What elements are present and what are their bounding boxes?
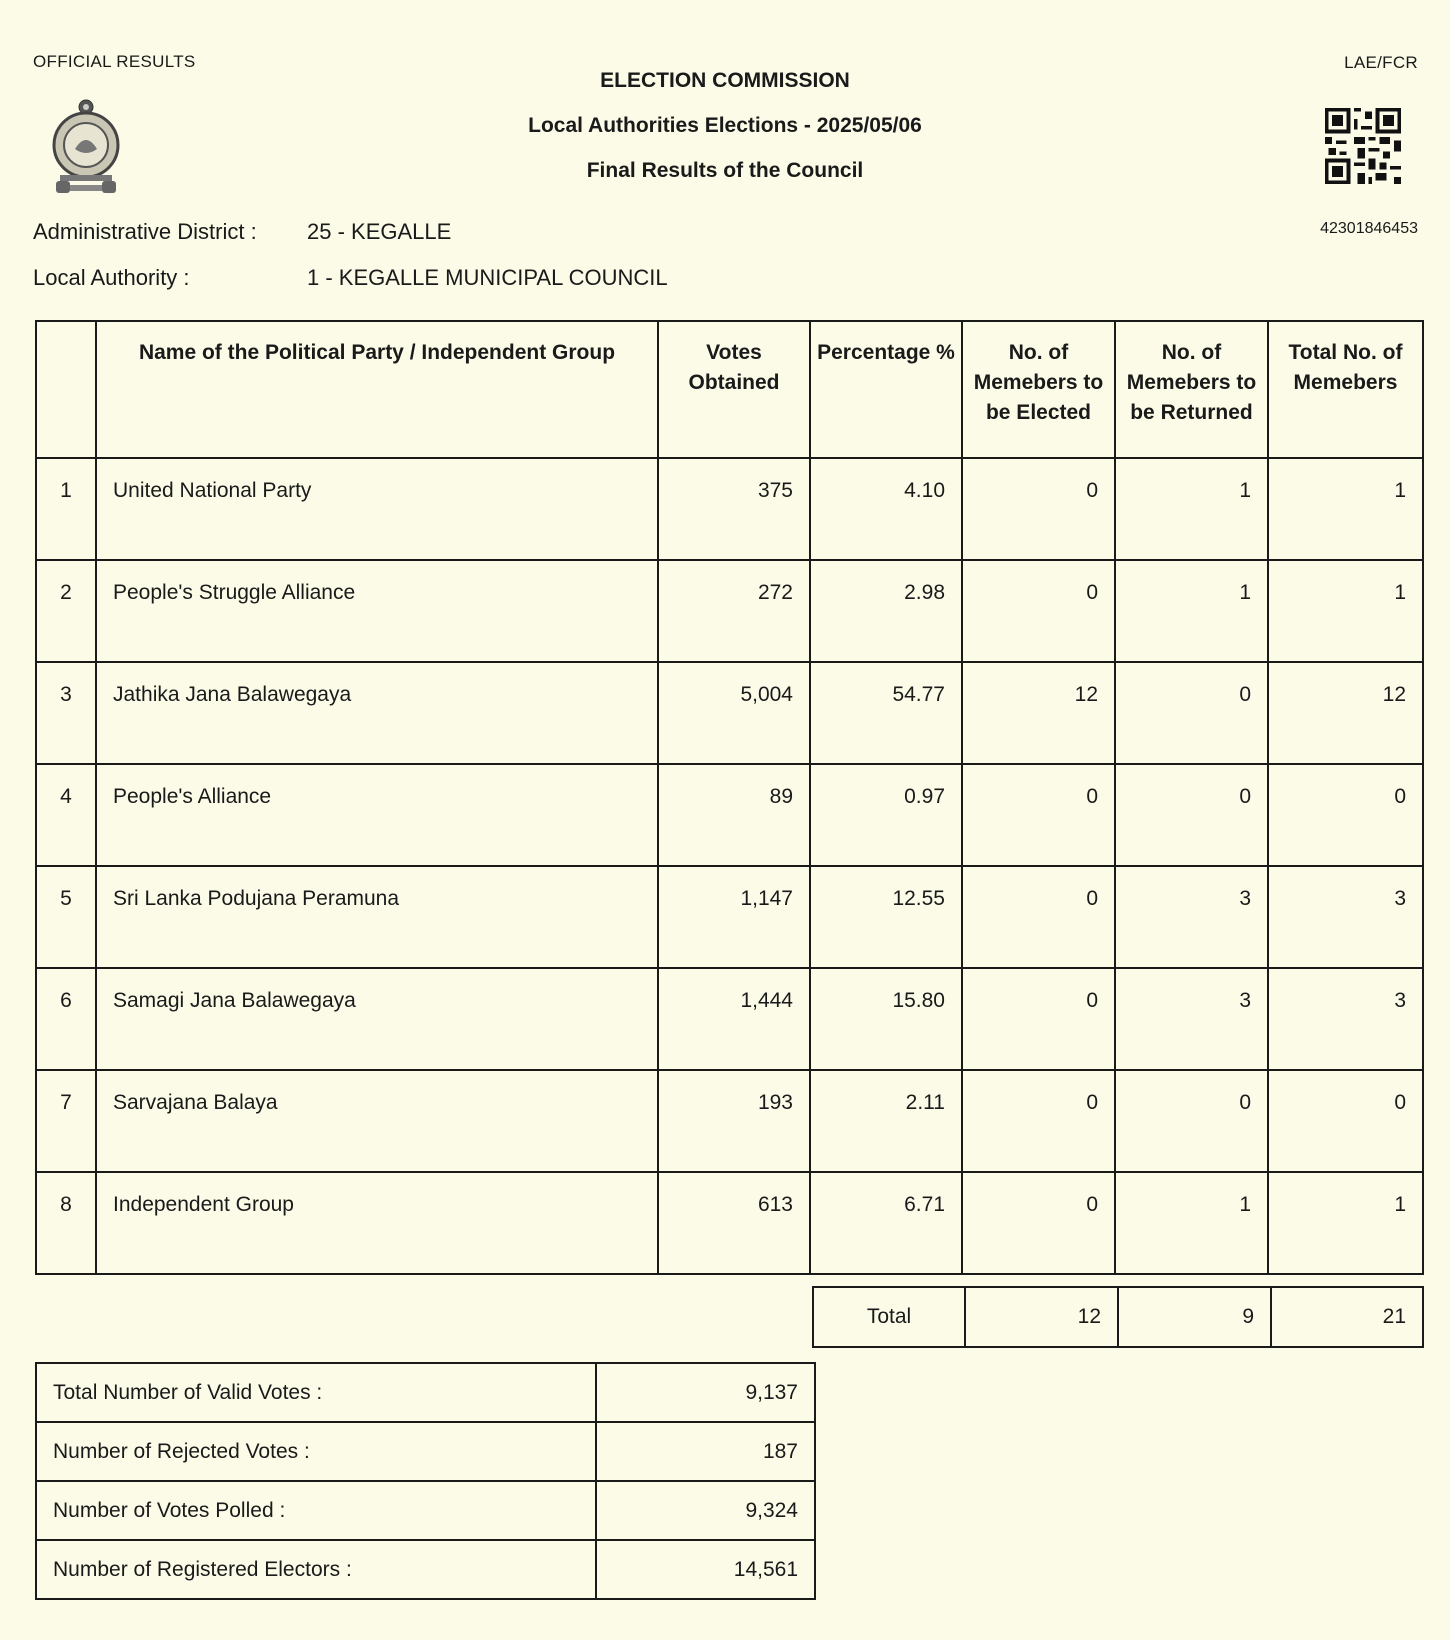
totals-table (812, 1286, 1424, 1348)
header-returned: No. of Memebers to be Returned (1115, 321, 1268, 458)
members-total: 0 (1268, 1070, 1423, 1172)
votes-obtained: 1,444 (658, 968, 810, 1070)
members-total: 3 (1268, 866, 1423, 968)
document-serial-number: 42301846453 (1320, 220, 1418, 237)
party-name: Jathika Jana Balawegaya (96, 662, 658, 764)
members-elected: 0 (962, 560, 1115, 662)
summary-row (36, 1363, 815, 1422)
document-title: ELECTION COMMISSION (600, 69, 850, 92)
row-number: 5 (36, 866, 96, 968)
votes-obtained: 375 (658, 458, 810, 560)
form-code: LAE/FCR (1344, 53, 1418, 72)
header-total-members: Total No. of Memebers (1268, 321, 1423, 458)
row-number: 7 (36, 1070, 96, 1172)
summary-label: Number of Rejected Votes : (36, 1422, 596, 1481)
header-index (36, 321, 96, 458)
party-name: People's Alliance (96, 764, 658, 866)
vote-percentage: 0.97 (810, 764, 962, 866)
members-total: 1 (1268, 560, 1423, 662)
members-returned: 0 (1115, 662, 1268, 764)
header-elected: No. of Memebers to be Elected (962, 321, 1115, 458)
members-total: 1 (1268, 458, 1423, 560)
summary-value: 9,324 (596, 1481, 815, 1540)
row-number: 2 (36, 560, 96, 662)
header-votes: Votes Obtained (658, 321, 810, 458)
members-elected: 12 (962, 662, 1115, 764)
party-name: Independent Group (96, 1172, 658, 1274)
vote-percentage: 54.77 (810, 662, 962, 764)
table-row (36, 662, 1423, 764)
members-elected: 0 (962, 458, 1115, 560)
summary-row (36, 1481, 815, 1540)
vote-percentage: 2.11 (810, 1070, 962, 1172)
table-row (36, 764, 1423, 866)
summary-label: Number of Votes Polled : (36, 1481, 596, 1540)
members-returned: 0 (1115, 1070, 1268, 1172)
members-total: 0 (1268, 764, 1423, 866)
summary-label: Total Number of Valid Votes : (36, 1363, 596, 1422)
totals-label: Total (813, 1287, 965, 1347)
row-number: 8 (36, 1172, 96, 1274)
qr-code-icon (1325, 108, 1401, 184)
votes-obtained: 193 (658, 1070, 810, 1172)
header-percentage: Percentage % (810, 321, 962, 458)
vote-percentage: 12.55 (810, 866, 962, 968)
national-emblem-icon (50, 97, 122, 197)
total-returned: 9 (1118, 1287, 1271, 1347)
table-row (36, 1172, 1423, 1274)
members-returned: 3 (1115, 968, 1268, 1070)
document-subtitle-results: Final Results of the Council (586, 159, 864, 182)
table-row (36, 866, 1423, 968)
party-name: Samagi Jana Balawegaya (96, 968, 658, 1070)
table-row (36, 1070, 1423, 1172)
district-label: Administrative District : (33, 219, 257, 244)
summary-label: Number of Registered Electors : (36, 1540, 596, 1599)
header-party: Name of the Political Party / Independent Group (96, 321, 658, 458)
members-elected: 0 (962, 1070, 1115, 1172)
total-elected: 12 (965, 1287, 1118, 1347)
votes-obtained: 613 (658, 1172, 810, 1274)
votes-obtained: 1,147 (658, 866, 810, 968)
votes-obtained: 272 (658, 560, 810, 662)
vote-percentage: 15.80 (810, 968, 962, 1070)
party-name: People's Struggle Alliance (96, 560, 658, 662)
row-number: 6 (36, 968, 96, 1070)
results-table (35, 320, 1424, 1275)
members-returned: 1 (1115, 458, 1268, 560)
party-name: Sarvajana Balaya (96, 1070, 658, 1172)
party-name: Sri Lanka Podujana Peramuna (96, 866, 658, 968)
local-authority-label: Local Authority : (33, 265, 190, 290)
members-elected: 0 (962, 1172, 1115, 1274)
members-total: 3 (1268, 968, 1423, 1070)
vote-percentage: 4.10 (810, 458, 962, 560)
summary-row (36, 1540, 815, 1599)
summary-value: 9,137 (596, 1363, 815, 1422)
votes-obtained: 5,004 (658, 662, 810, 764)
results-header-row (36, 321, 1423, 458)
table-row (36, 968, 1423, 1070)
table-row (36, 458, 1423, 560)
members-returned: 3 (1115, 866, 1268, 968)
table-row (36, 560, 1423, 662)
vote-percentage: 6.71 (810, 1172, 962, 1274)
summary-row (36, 1422, 815, 1481)
summary-value: 14,561 (596, 1540, 815, 1599)
row-number: 3 (36, 662, 96, 764)
members-total: 1 (1268, 1172, 1423, 1274)
local-authority-value: 1 - KEGALLE MUNICIPAL COUNCIL (307, 265, 668, 290)
party-name: United National Party (96, 458, 658, 560)
row-number: 1 (36, 458, 96, 560)
total-members: 21 (1271, 1287, 1423, 1347)
members-returned: 0 (1115, 764, 1268, 866)
members-elected: 0 (962, 764, 1115, 866)
district-value: 25 - KEGALLE (307, 219, 452, 244)
members-elected: 0 (962, 866, 1115, 968)
row-number: 4 (36, 764, 96, 866)
votes-obtained: 89 (658, 764, 810, 866)
members-total: 12 (1268, 662, 1423, 764)
members-elected: 0 (962, 968, 1115, 1070)
vote-percentage: 2.98 (810, 560, 962, 662)
document-subtitle: Local Authorities Elections - 2025/05/06 (528, 114, 922, 137)
official-results-label: OFFICIAL RESULTS (33, 52, 196, 71)
members-returned: 1 (1115, 560, 1268, 662)
members-returned: 1 (1115, 1172, 1268, 1274)
vote-summary-table (35, 1362, 816, 1600)
totals-row (813, 1287, 1423, 1347)
summary-value: 187 (596, 1422, 815, 1481)
